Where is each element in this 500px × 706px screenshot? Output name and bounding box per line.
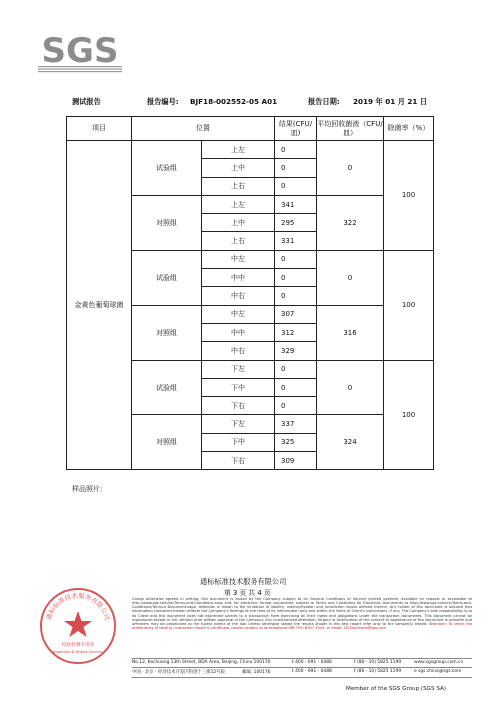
divider <box>132 667 472 668</box>
result-cell: 0 <box>275 287 317 305</box>
result-cell: 331 <box>275 232 317 250</box>
position-cell: 下右 <box>202 397 275 415</box>
rate-cell: 100 <box>384 250 434 360</box>
result-cell: 337 <box>275 415 317 433</box>
result-cell: 0 <box>275 360 317 378</box>
report-no: BJF18-002552-05 A01 <box>190 97 278 106</box>
report-date-label: 报告日期: <box>308 97 340 106</box>
position-cell: 下右 <box>202 452 275 470</box>
report-header <box>0 97 500 109</box>
svg-text:SGS: SGS <box>41 31 119 71</box>
item-name: 金黄色葡萄球菌 <box>67 141 132 470</box>
col-item: 项目 <box>67 117 132 141</box>
result-cell: 0 <box>275 269 317 287</box>
position-cell: 上右 <box>202 232 275 250</box>
position-cell: 下中 <box>202 433 275 451</box>
col-result: 结果(CFU/皿) <box>275 117 317 141</box>
position-cell: 上右 <box>202 177 275 195</box>
report-type: 测试报告 <box>72 97 101 106</box>
group-label: 试验组 <box>132 360 202 415</box>
svg-text:Inspection & Testing Services: Inspection & Testing Services <box>53 650 103 654</box>
sgs-logo <box>38 30 122 74</box>
average-cell: 324 <box>317 415 384 470</box>
position-cell: 上中 <box>202 159 275 177</box>
result-cell: 307 <box>275 305 317 323</box>
svg-text:通标标准技术服务有限公司: 通标标准技术服务有限公司 <box>44 591 112 622</box>
page-number: 第 3 页 共 4 页 <box>224 589 271 597</box>
average-cell: 0 <box>317 250 384 305</box>
col-rate: 除菌率（%） <box>384 117 434 141</box>
col-position: 位置 <box>132 117 275 141</box>
result-cell: 0 <box>275 397 317 415</box>
position-cell: 下中 <box>202 378 275 396</box>
position-cell: 中中 <box>202 323 275 341</box>
average-cell: 322 <box>317 195 384 250</box>
average-cell: 0 <box>317 141 384 196</box>
position-cell: 上左 <box>202 141 275 159</box>
divider <box>132 677 472 678</box>
rate-cell: 100 <box>384 141 434 251</box>
photo-label: 样品照片: <box>72 485 103 493</box>
group-label: 对照组 <box>132 415 202 470</box>
results-table <box>66 116 434 470</box>
average-cell: 316 <box>317 305 384 360</box>
position-cell: 下左 <box>202 415 275 433</box>
position-cell: 中中 <box>202 269 275 287</box>
col-average: 平均回收菌液（CFU/皿） <box>317 117 384 141</box>
footer-company: 通标标准技术服务有限公司 <box>200 577 287 586</box>
average-cell: 0 <box>317 360 384 415</box>
table-body <box>67 141 434 470</box>
table-header-row <box>67 117 434 141</box>
position-cell: 下左 <box>202 360 275 378</box>
position-cell: 中右 <box>202 342 275 360</box>
authenticity-attention: Attention: To check the authenticity of testing / inspection report & certificate, please contact us at telephone:(86-755) 8307 1443, or email: CN.Doccheck@sgs.com <box>132 621 472 631</box>
result-cell: 325 <box>275 433 317 451</box>
svg-text:检验检测专用章: 检验检测专用章 <box>61 643 95 648</box>
group-label: 对照组 <box>132 305 202 360</box>
result-cell: 341 <box>275 195 317 213</box>
position-cell: 中左 <box>202 250 275 268</box>
position-cell: 中右 <box>202 287 275 305</box>
result-cell: 0 <box>275 159 317 177</box>
group-label: 对照组 <box>132 195 202 250</box>
result-cell: 312 <box>275 323 317 341</box>
table-row <box>67 141 434 159</box>
result-cell: 0 <box>275 378 317 396</box>
result-cell: 0 <box>275 141 317 159</box>
result-cell: 0 <box>275 250 317 268</box>
position-cell: 上中 <box>202 214 275 232</box>
official-stamp <box>38 586 118 666</box>
member-line: Member of the SGS Group (SGS SA) <box>346 686 446 692</box>
position-cell: 中左 <box>202 305 275 323</box>
divider <box>132 658 472 659</box>
position-cell: 上左 <box>202 195 275 213</box>
stamp-star-icon <box>64 611 92 637</box>
result-cell: 0 <box>275 177 317 195</box>
report-no-label: 报告编号: <box>147 97 179 106</box>
result-cell: 329 <box>275 342 317 360</box>
result-cell: 309 <box>275 452 317 470</box>
report-date: 2019 年 01 月 21 日 <box>353 97 428 106</box>
result-cell: 295 <box>275 214 317 232</box>
rate-cell: 100 <box>384 360 434 470</box>
group-label: 试验组 <box>132 250 202 305</box>
disclaimer: Unless otherwise agreed in writing, this document is issued by the Company subject to its General Conditions of Service printed overleaf, available on request or accessible at http://www.sgs.com/en/Terms-and-Conditions.aspx and, for electronic format documents, subject to Terms and Conditions for Electronic Documents at http://www.sgs.com/en/Terms-and-Conditions/Terms-e-Document.aspx. Attention is drawn to the limitation of liability, indemnification and jurisdiction issues defined therein. Any holder of this document is advised that information contained hereon reflects the Company's findings at the time of its intervention only and within the limits of Client's instructions, if any. The Company's sole responsibility is to its Client and this document does not exonerate parties to a transaction from exercising all their rights and obligations under the transaction documents. This document cannot be reproduced except in full, without prior written approval of the Company. Any unauthorized alteration, forgery or falsification of the content or appearance of this document is unlawful and offenders may be prosecuted to the fullest extent of the law. Unless otherwise stated the results shown in this test report refer only to the sample(s) tested. Attention: To check the authenticity of testing / inspection report & certificate, please contact us at telephone:(86-755) 8307 1443, or email: CN.Doccheck@sgs.com <box>132 597 472 631</box>
group-label: 试验组 <box>132 141 202 196</box>
